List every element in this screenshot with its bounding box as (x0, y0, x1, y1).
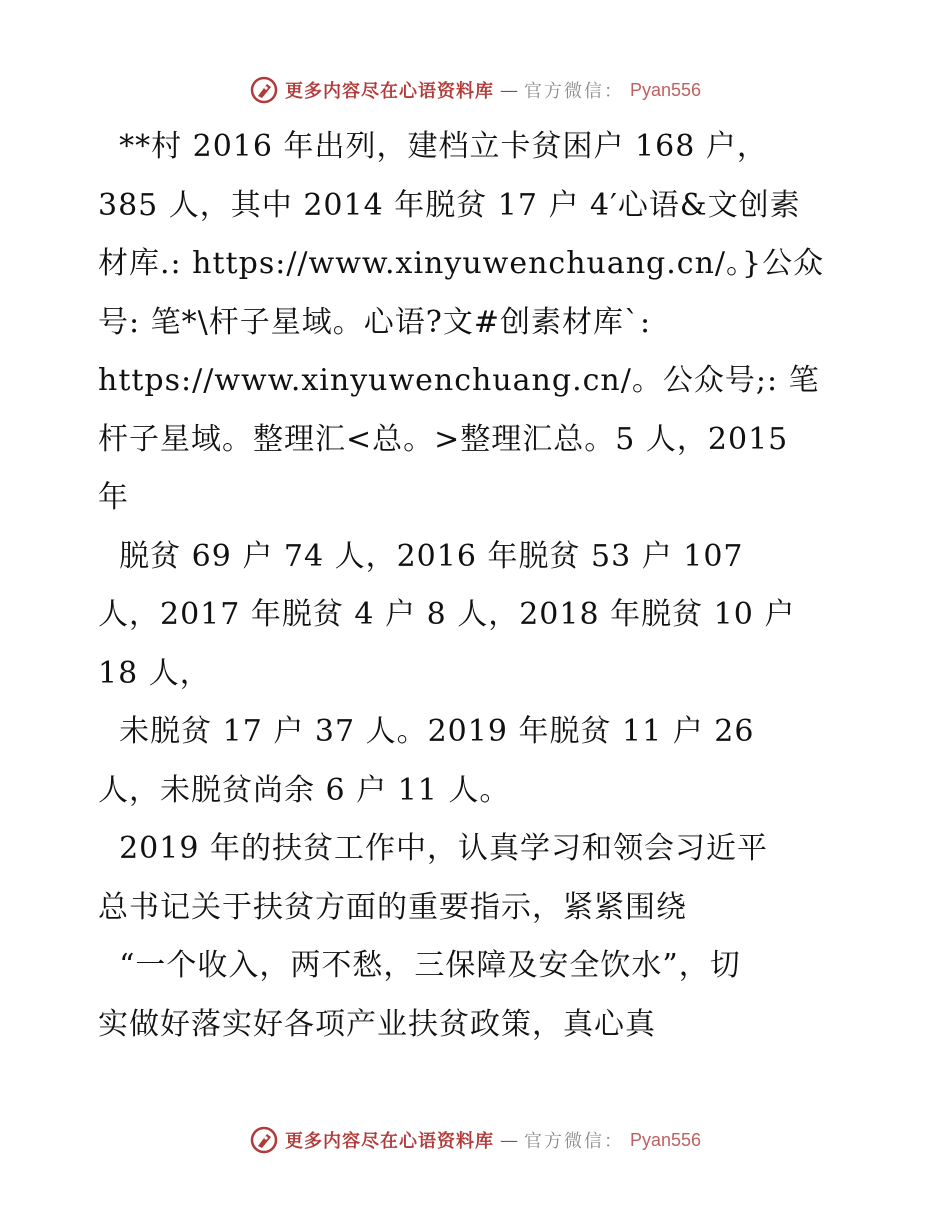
body-line: 2019 年的扶贫工作中，认真学习和领会习近平 (98, 831, 768, 866)
body-line: 人，2017 年脱贫 4 户 8 人，2018 年脱贫 10 户 (98, 597, 796, 632)
body-line: “一个收入，两不愁，三保障及安全饮水”，切 (98, 948, 741, 983)
body-line: 385 人，其中 2014 年脱贫 17 户 4′心语&文创素 (98, 187, 801, 223)
body-line: **村 2016 年出列，建档立卡贫困户 168 户， (98, 129, 768, 164)
watermark-wechat-id: Pyan556 (629, 79, 702, 100)
header-watermark (0, 70, 950, 110)
watermark-wechat-id: Pyan556 (629, 1129, 702, 1150)
body-line: 杆子星域。整理汇<总。>整理汇总。5 人，2015 (98, 421, 789, 457)
body-line: https://www.xinyuwenchuang.cn/。公众号;: 笔 (98, 363, 820, 398)
footer-watermark (0, 1120, 950, 1160)
body-line: 号: 笔*\杆子星域。心语?文#创素材库`: (98, 304, 652, 340)
watermark-sub-text: 官方微信： (523, 81, 624, 102)
body-line: 年 (98, 480, 129, 515)
body-line: 材库.: https://www.xinyuwenchuang.cn/。}公众 (98, 246, 825, 281)
watermark-dash: — (499, 1129, 518, 1151)
watermark-main-text: 更多内容尽在心语资料库 (284, 81, 494, 102)
body-line: 实做好落实好各项产业扶贫政策，真心真 (98, 1006, 656, 1042)
body-line: 人，未脱贫尚余 6 户 11 人。 (98, 772, 511, 808)
body-line: 18 人， (98, 655, 211, 691)
pen-nib-logo-icon (249, 75, 279, 105)
pen-nib-logo-icon (249, 1125, 279, 1155)
body-line: 脱贫 69 户 74 人，2016 年脱贫 53 户 107 (98, 538, 744, 574)
watermark-dash: — (499, 79, 518, 101)
watermark-main-text: 更多内容尽在心语资料库 (284, 1131, 494, 1152)
document-body (98, 118, 868, 1054)
watermark-sub-text: 官方微信： (523, 1131, 624, 1152)
body-line: 总书记关于扶贫方面的重要指示，紧紧围绕 (98, 889, 687, 925)
body-line: 未脱贫 17 户 37 人。2019 年脱贫 11 户 26 (98, 714, 755, 749)
